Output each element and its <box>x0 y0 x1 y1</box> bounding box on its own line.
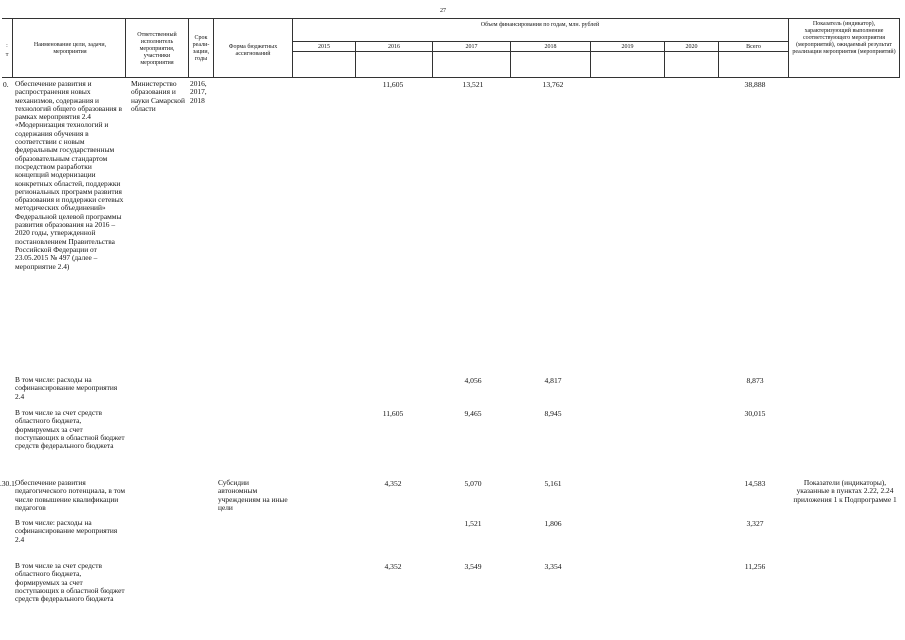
value-2016: 11,605 <box>382 80 404 89</box>
years-row-top-border <box>292 41 788 42</box>
value-2018: 3,354 <box>544 562 562 571</box>
col-border-11 <box>788 18 789 77</box>
value-total: 3,327 <box>746 519 764 528</box>
value-2017: 1,521 <box>464 519 482 528</box>
header-year-2015: 2015 <box>318 44 330 50</box>
header-executor: Ответственный исполнитель мероприятия, участники мероприятия <box>137 32 177 66</box>
header-num: т <box>5 52 9 58</box>
header-funding: Объем финансирования по годам, млн. рублей <box>480 22 600 28</box>
years-row-bottom-border <box>292 51 788 52</box>
header-year-2019: 2019 <box>621 44 634 50</box>
header-year-2020: 2020 <box>685 44 698 50</box>
header-year-2016: 2016 <box>388 44 400 50</box>
header-name: Наименование цели, задачи, мероприятия <box>33 42 107 55</box>
header-year-2018: 2018 <box>544 44 557 50</box>
header-num-top: : <box>6 43 8 49</box>
table-top-border <box>2 18 900 19</box>
header-total: Всего <box>746 44 761 50</box>
value-2018: 5,161 <box>544 479 562 488</box>
value-total: 38,888 <box>744 80 766 89</box>
sub-item-name: В том числе за счет средств областного бюджета, формируемых за счет поступающих в областной бюджет средств федерального бюджета <box>15 561 125 604</box>
sub-item-name: В том числе: расходы на софинансирование мероприятия 2.4 <box>15 518 118 544</box>
value-2017: 13,521 <box>462 80 484 89</box>
row-number: 0. <box>3 80 9 89</box>
header-indicator: Показатель (индикатор), характеризующий выполнение соответствующего мероприятия (мероприятий), ожидаемый результат реализации мероприятия (мероприятий) <box>792 21 896 55</box>
row-number: .30.1. <box>0 479 17 488</box>
sub-item-name: В том числе за счет средств областного бюджета, формируемых за счет поступающих в областной бюджет средств федерального бюджета <box>15 408 125 451</box>
value-2018: 13,762 <box>542 80 564 89</box>
sub-item-name: В том числе: расходы на софинансирование мероприятия 2.4 <box>15 375 118 401</box>
header-budget-form: Форма бюджетных ассигнований <box>228 44 278 57</box>
value-total: 14,583 <box>744 479 766 488</box>
activity-indicator: Показатели (индикаторы), указанные в пунктах 2.22, 2.24 приложения 1 к Подпрограмме 1 <box>793 478 897 504</box>
page-number: 27 <box>440 8 446 14</box>
value-total: 30,015 <box>744 409 766 418</box>
value-2017: 4,056 <box>464 376 482 385</box>
activity-budget-form: Субсидии автономным учреждениям на иные цели <box>218 478 288 512</box>
header-bottom-border <box>2 77 900 78</box>
activity-executor: Министерство образования и науки Самарской области <box>131 79 185 113</box>
value-2016: 4,352 <box>384 562 402 571</box>
activity-term: 2016, 2017, 2018 <box>190 79 207 105</box>
value-2017: 9,465 <box>464 409 482 418</box>
value-2017: 3,549 <box>464 562 482 571</box>
col-border-3 <box>213 18 214 77</box>
header-term: Срок реали-зации, годы <box>192 35 210 62</box>
col-border-0 <box>12 18 13 77</box>
col-border-1 <box>125 18 126 77</box>
value-2018: 4,817 <box>544 376 562 385</box>
header-year-2017: 2017 <box>465 44 478 50</box>
value-2017: 5,070 <box>464 479 482 488</box>
activity-name: Обеспечение развития педагогического потенциала, в том числе повышение квалификации педагогов <box>15 478 126 512</box>
value-total: 11,256 <box>744 562 766 571</box>
activity-name: Обеспечение развития и распространения новых механизмов, содержания и технологий общего образования в рамках мероприятия 2.4 «Модернизация технологий и содержания обучения в соответствии с новым федеральным государственным образовательным стандартом посредством разработки концепций модернизации конкретных областей, поддержки региональных программ развития образования и поддержки сетевых методических объединений» Федеральной целевой программы развития образования на 2016 – 2020 годы, утвержденной постановлением Правительства Российской Федерации от 23.05.2015 № 497 (далее – мероприятие 2.4) <box>15 79 124 271</box>
value-total: 8,873 <box>746 376 764 385</box>
value-2016: 11,605 <box>382 409 404 418</box>
value-2018: 1,806 <box>544 519 562 528</box>
value-2018: 8,945 <box>544 409 562 418</box>
col-border-12 <box>899 18 900 77</box>
value-2016: 4,352 <box>384 479 402 488</box>
